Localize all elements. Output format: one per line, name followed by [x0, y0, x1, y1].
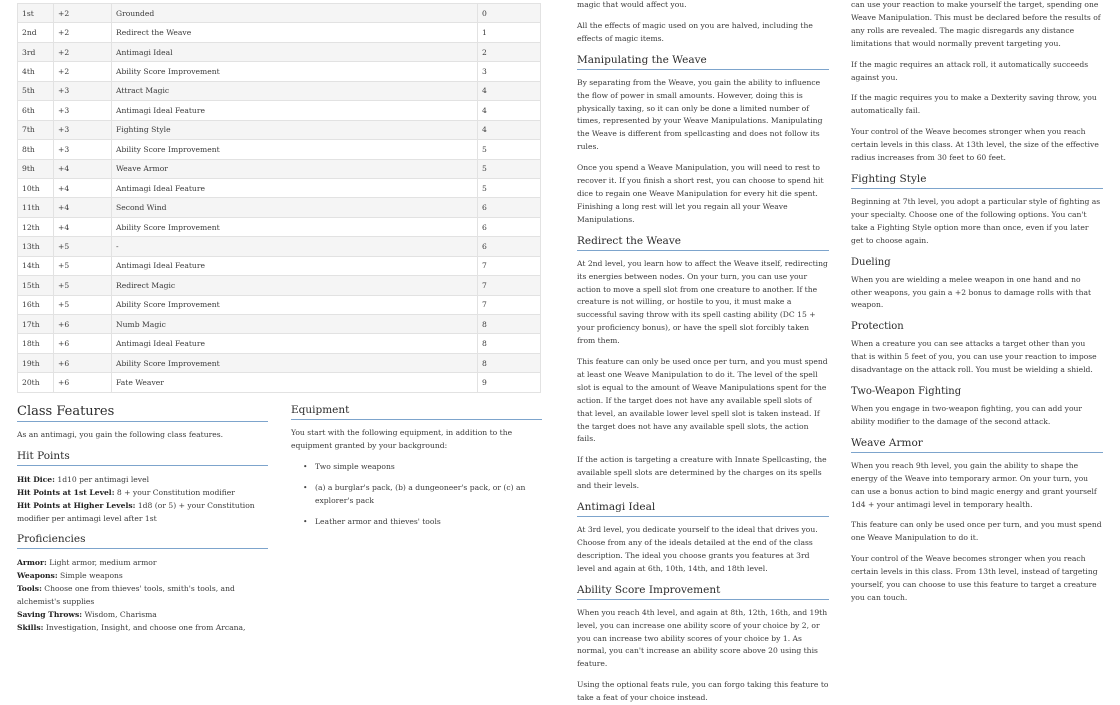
two-weapon-fighting-text: When you engage in two-weapon fighting, you can add your ability modifier to the damage of the second attack. — [851, 404, 1083, 426]
proficiency-bonus-cell: +6 — [54, 373, 112, 392]
level-cell: 4th — [18, 62, 54, 81]
level-cell: 14th — [18, 256, 54, 275]
features-cell: Ability Score Improvement — [112, 217, 478, 236]
features-cell: Antimagi Ideal — [112, 42, 478, 61]
table-row — [18, 42, 541, 61]
fighting-style-text: Beginning at 7th level, you adopt a particular style of fighting as your specialty. Choose one of the following options. You can't take a Fighting Style option more than once, even if you later get to choose again. — [851, 196, 1101, 245]
manipulating-weave-heading: Manipulating the Weave — [577, 54, 829, 70]
weave-armor-limit-text: This feature can only be used once per turn, and you must spend one Weave Manipulation to do it. — [851, 520, 1102, 543]
table-row — [18, 276, 541, 295]
level-cell: 13th — [18, 237, 54, 256]
proficiency-bonus-cell: +5 — [54, 295, 112, 314]
protection-text: When a creature you can see attacks a target other than you that is within 5 feet of you, you can use your reaction to impose disadvantage on the attack roll. You must be wielding a shield. — [851, 339, 1097, 375]
equipment-intro: You start with the following equipment, in addition to the equipment granted by your background: — [291, 428, 513, 450]
level-cell: 5th — [18, 81, 54, 100]
table-row — [18, 198, 541, 217]
features-cell: Fate Weaver — [112, 373, 478, 392]
weave-manipulations-cell: 8 — [478, 334, 541, 353]
proficiency-bonus-cell: +5 — [54, 276, 112, 295]
weave-manipulations-cell: 7 — [478, 276, 541, 295]
table-row — [18, 373, 541, 392]
features-cell: Antimagi Ideal Feature — [112, 101, 478, 120]
weave-manipulations-cell: 7 — [478, 256, 541, 275]
level-cell: 1st — [18, 4, 54, 23]
features-cell: Second Wind — [112, 198, 478, 217]
features-cell: Grounded — [112, 4, 478, 23]
dueling-heading: Dueling — [851, 256, 891, 268]
features-cell: Antimagi Ideal Feature — [112, 178, 478, 197]
level-cell: 17th — [18, 315, 54, 334]
features-cell: Fighting Style — [112, 120, 478, 139]
table-row — [18, 120, 541, 139]
weave-armor-text: When you reach 9th level, you gain the ability to shape the energy of the Weave into temporary armor. On your turn, you can use a bonus action to bind magic energy and grant yourself 1d4 + your antimagi level in temporary health. — [851, 460, 1097, 509]
manipulating-weave-text: By separating from the Weave, you gain the ability to influence the flow of power in small amounts. However, doing this is physically taxing, so it can only be done a limited number of times, represented by your Weave Manipulations. Manipulating the Weave is different from spellcasting and does not follow its rules. — [577, 77, 823, 152]
weave-manipulations-cell: 4 — [478, 120, 541, 139]
weave-manipulations-cell: 3 — [478, 62, 541, 81]
weave-manipulations-cell: 0 — [478, 4, 541, 23]
list-item: • Leather armor and thieves' tools — [291, 516, 542, 529]
ability-score-heading: Ability Score Improvement — [577, 584, 829, 600]
redirect-weave-limit-text: This feature can only be used once per turn, and you must spend at least one Weave Manipulation to do it. The level of the spell slot is equal to the amount of Weave Manipulations spent for the action. If the target does not have any available spell slots of that level, an available lower level spell slot is taken instead. If the target does not have any available spell slots, the action fails. — [577, 357, 828, 444]
proficiency-bonus-cell: +2 — [54, 62, 112, 81]
class-features-heading: Class Features — [17, 404, 268, 422]
proficiencies-heading: Proficiencies — [17, 533, 268, 549]
redirect-weave-innate-text: If the action is targeting a creature with Innate Spellcasting, the available spell slots are determined by the charges on its spells and their levels. — [577, 455, 827, 491]
weave-manipulations-cell: 5 — [478, 178, 541, 197]
weave-armor-scaling-text: Your control of the Weave becomes stronger when you reach certain levels in this class. From 13th level, instead of targeting yourself, you can choose to use this feature to target a creature you can touch. — [851, 554, 1098, 602]
weave-manipulations-cell: 4 — [478, 101, 541, 120]
weave-manipulations-cell: 6 — [478, 237, 541, 256]
class-features-intro: As an antimagi, you gain the following class features. — [17, 430, 224, 439]
level-cell: 6th — [18, 101, 54, 120]
weave-manipulations-cell: 9 — [478, 373, 541, 392]
list-item: • Two simple weapons — [291, 461, 542, 474]
table-row — [18, 256, 541, 275]
proficiency-bonus-cell: +6 — [54, 315, 112, 334]
level-cell: 16th — [18, 295, 54, 314]
features-column-4 — [851, 0, 1103, 630]
antimagi-level-table — [17, 3, 541, 393]
features-cell: Ability Score Improvement — [112, 353, 478, 372]
hit-points-text: Hit Dice: 1d10 per antimagi level Hit Points at 1st Level: 8 + your Constitution modifier Hit Points at Higher Levels: 1d8 (or 5) + your Constitution modifier per antimagi level after 1st — [17, 474, 255, 523]
features-cell: Redirect Magic — [112, 276, 478, 295]
equipment-column — [291, 404, 542, 536]
table-row — [18, 81, 541, 100]
features-cell: Ability Score Improvement — [112, 295, 478, 314]
proficiency-bonus-cell: +2 — [54, 4, 112, 23]
features-cell: Weave Armor — [112, 159, 478, 178]
features-cell: Attract Magic — [112, 81, 478, 100]
redirect-weave-text: At 2nd level, you learn how to affect the Weave itself, redirecting its energies between nodes. On your turn, you can use your action to move a spell slot from one creature to another. If the creature is not willing, or hostile to you, it must make a successful saving throw with its spell casting ability (DC 15 + your proficiency bonus), or have the spell slot forcibly taken from them. — [577, 258, 828, 346]
features-cell: Redirect the Weave — [112, 23, 478, 42]
weave-manipulations-cell: 8 — [478, 353, 541, 372]
proficiency-bonus-cell: +4 — [54, 198, 112, 217]
features-cell: Ability Score Improvement — [112, 140, 478, 159]
weave-armor-heading: Weave Armor — [851, 437, 1103, 453]
level-cell: 3rd — [18, 42, 54, 61]
level-cell: 11th — [18, 198, 54, 217]
hit-points-heading: Hit Points — [17, 450, 268, 466]
features-cell: Antimagi Ideal Feature — [112, 334, 478, 353]
redirect-weave-heading: Redirect the Weave — [577, 235, 829, 251]
table-row — [18, 101, 541, 120]
level-cell: 2nd — [18, 23, 54, 42]
weave-manipulations-cell: 4 — [478, 81, 541, 100]
weave-manipulations-cell: 6 — [478, 198, 541, 217]
table-row — [18, 334, 541, 353]
proficiency-bonus-cell: +5 — [54, 256, 112, 275]
level-cell: 18th — [18, 334, 54, 353]
proficiency-bonus-cell: +4 — [54, 217, 112, 236]
level-cell: 12th — [18, 217, 54, 236]
ability-score-text: When you reach 4th level, and again at 8th, 12th, 16th, and 19th level, you can increase one ability score of your choice by 2, or you can increase two ability scores of your choice by 1. As normal, you can't increase an ability score above 20 using this feature. — [577, 607, 828, 669]
manipulating-weave-rest-text: Once you spend a Weave Manipulation, you will need to rest to recover it. If you finish a short rest, you can choose to spend hit dice to regain one Weave Manipulation for every hit die spent. Finishing a long rest will let you regain all your Weave Manipulations. — [577, 163, 824, 224]
table-row — [18, 159, 541, 178]
table-row — [18, 140, 541, 159]
attract-magic-attack-text: If the magic requires an attack roll, it automatically succeeds against you. — [851, 59, 1089, 82]
level-cell: 7th — [18, 120, 54, 139]
two-weapon-fighting-heading: Two-Weapon Fighting — [851, 386, 962, 398]
antimagi-ideal-text: At 3rd level, you dedicate yourself to the ideal that drives you. Choose from any of the ideals detailed at the end of the class description. The ideal you choose grants you features at 3rd level and again at 6th, 10th, 14th, and 18th level. — [577, 525, 818, 573]
proficiencies-text: Armor: Light armor, medium armor Weapons: Simple weapons Tools: Choose one from thieves' tools, smith's tools, and alchemist's supplies Saving Throws: Wisdom, Charisma Skills: Investigation, Insight, and choose one from Arcana, — [17, 557, 246, 632]
table-row — [18, 217, 541, 236]
list-item: • (a) a burglar's pack, (b) a dungeoneer's pack, or (c) an explorer's pack — [291, 482, 542, 508]
grounded-text-halved: All the effects of magic used on you are halved, including the effects of magic items. — [577, 20, 813, 43]
features-cell: - — [112, 237, 478, 256]
protection-heading: Protection — [851, 321, 904, 333]
features-cell: Numb Magic — [112, 315, 478, 334]
weave-manipulations-cell: 5 — [478, 140, 541, 159]
level-cell: 9th — [18, 159, 54, 178]
proficiency-bonus-cell: +2 — [54, 23, 112, 42]
proficiency-bonus-cell: +5 — [54, 237, 112, 256]
table-row — [18, 237, 541, 256]
equipment-heading: Equipment — [291, 404, 542, 420]
antimagi-ideal-heading: Antimagi Ideal — [577, 501, 829, 517]
weave-manipulations-cell: 7 — [478, 295, 541, 314]
grounded-text-end: magic that would affect you. — [577, 0, 687, 9]
table-row — [18, 315, 541, 334]
equipment-list — [291, 461, 542, 529]
features-column-3 — [577, 0, 829, 703]
proficiency-bonus-cell: +6 — [54, 353, 112, 372]
weave-manipulations-cell: 5 — [478, 159, 541, 178]
features-cell: Antimagi Ideal Feature — [112, 256, 478, 275]
fighting-style-heading: Fighting Style — [851, 173, 1103, 189]
ability-score-feats-text: Using the optional feats rule, you can forgo taking this feature to take a feat of your choice instead. — [577, 680, 829, 703]
proficiency-bonus-cell: +2 — [54, 42, 112, 61]
attract-magic-save-text: If the magic requires you to make a Dexterity saving throw, you automatically fail. — [851, 93, 1097, 116]
weave-manipulations-cell: 6 — [478, 217, 541, 236]
proficiency-bonus-cell: +6 — [54, 334, 112, 353]
proficiency-bonus-cell: +4 — [54, 178, 112, 197]
level-cell: 19th — [18, 353, 54, 372]
level-cell: 20th — [18, 373, 54, 392]
proficiency-bonus-cell: +3 — [54, 120, 112, 139]
table-row — [18, 62, 541, 81]
proficiency-bonus-cell: +3 — [54, 101, 112, 120]
table-row — [18, 178, 541, 197]
table-row — [18, 4, 541, 23]
dueling-text: When you are wielding a melee weapon in one hand and no other weapons, you gain a +2 bonus to damage rolls with that weapon. — [851, 274, 1092, 310]
table-row — [18, 295, 541, 314]
level-cell: 15th — [18, 276, 54, 295]
proficiency-bonus-cell: +3 — [54, 140, 112, 159]
proficiency-bonus-cell: +4 — [54, 159, 112, 178]
level-cell: 8th — [18, 140, 54, 159]
features-cell: Ability Score Improvement — [112, 62, 478, 81]
class-features-column — [17, 404, 268, 642]
proficiency-bonus-cell: +3 — [54, 81, 112, 100]
table-row — [18, 353, 541, 372]
attract-magic-scaling-text: Your control of the Weave becomes stronger when you reach certain levels in this class. At 13th level, the size of the effective radius increases from 30 feet to 60 feet. — [851, 127, 1099, 163]
attract-magic-text: can use your reaction to make yourself the target, spending one Weave Manipulation. This must be declared before the results of any rolls are revealed. The magic disregards any distance limitations that would normally prevent targeting you. — [851, 0, 1101, 48]
level-cell: 10th — [18, 178, 54, 197]
table-row — [18, 23, 541, 42]
weave-manipulations-cell: 8 — [478, 315, 541, 334]
weave-manipulations-cell: 1 — [478, 23, 541, 42]
weave-manipulations-cell: 2 — [478, 42, 541, 61]
